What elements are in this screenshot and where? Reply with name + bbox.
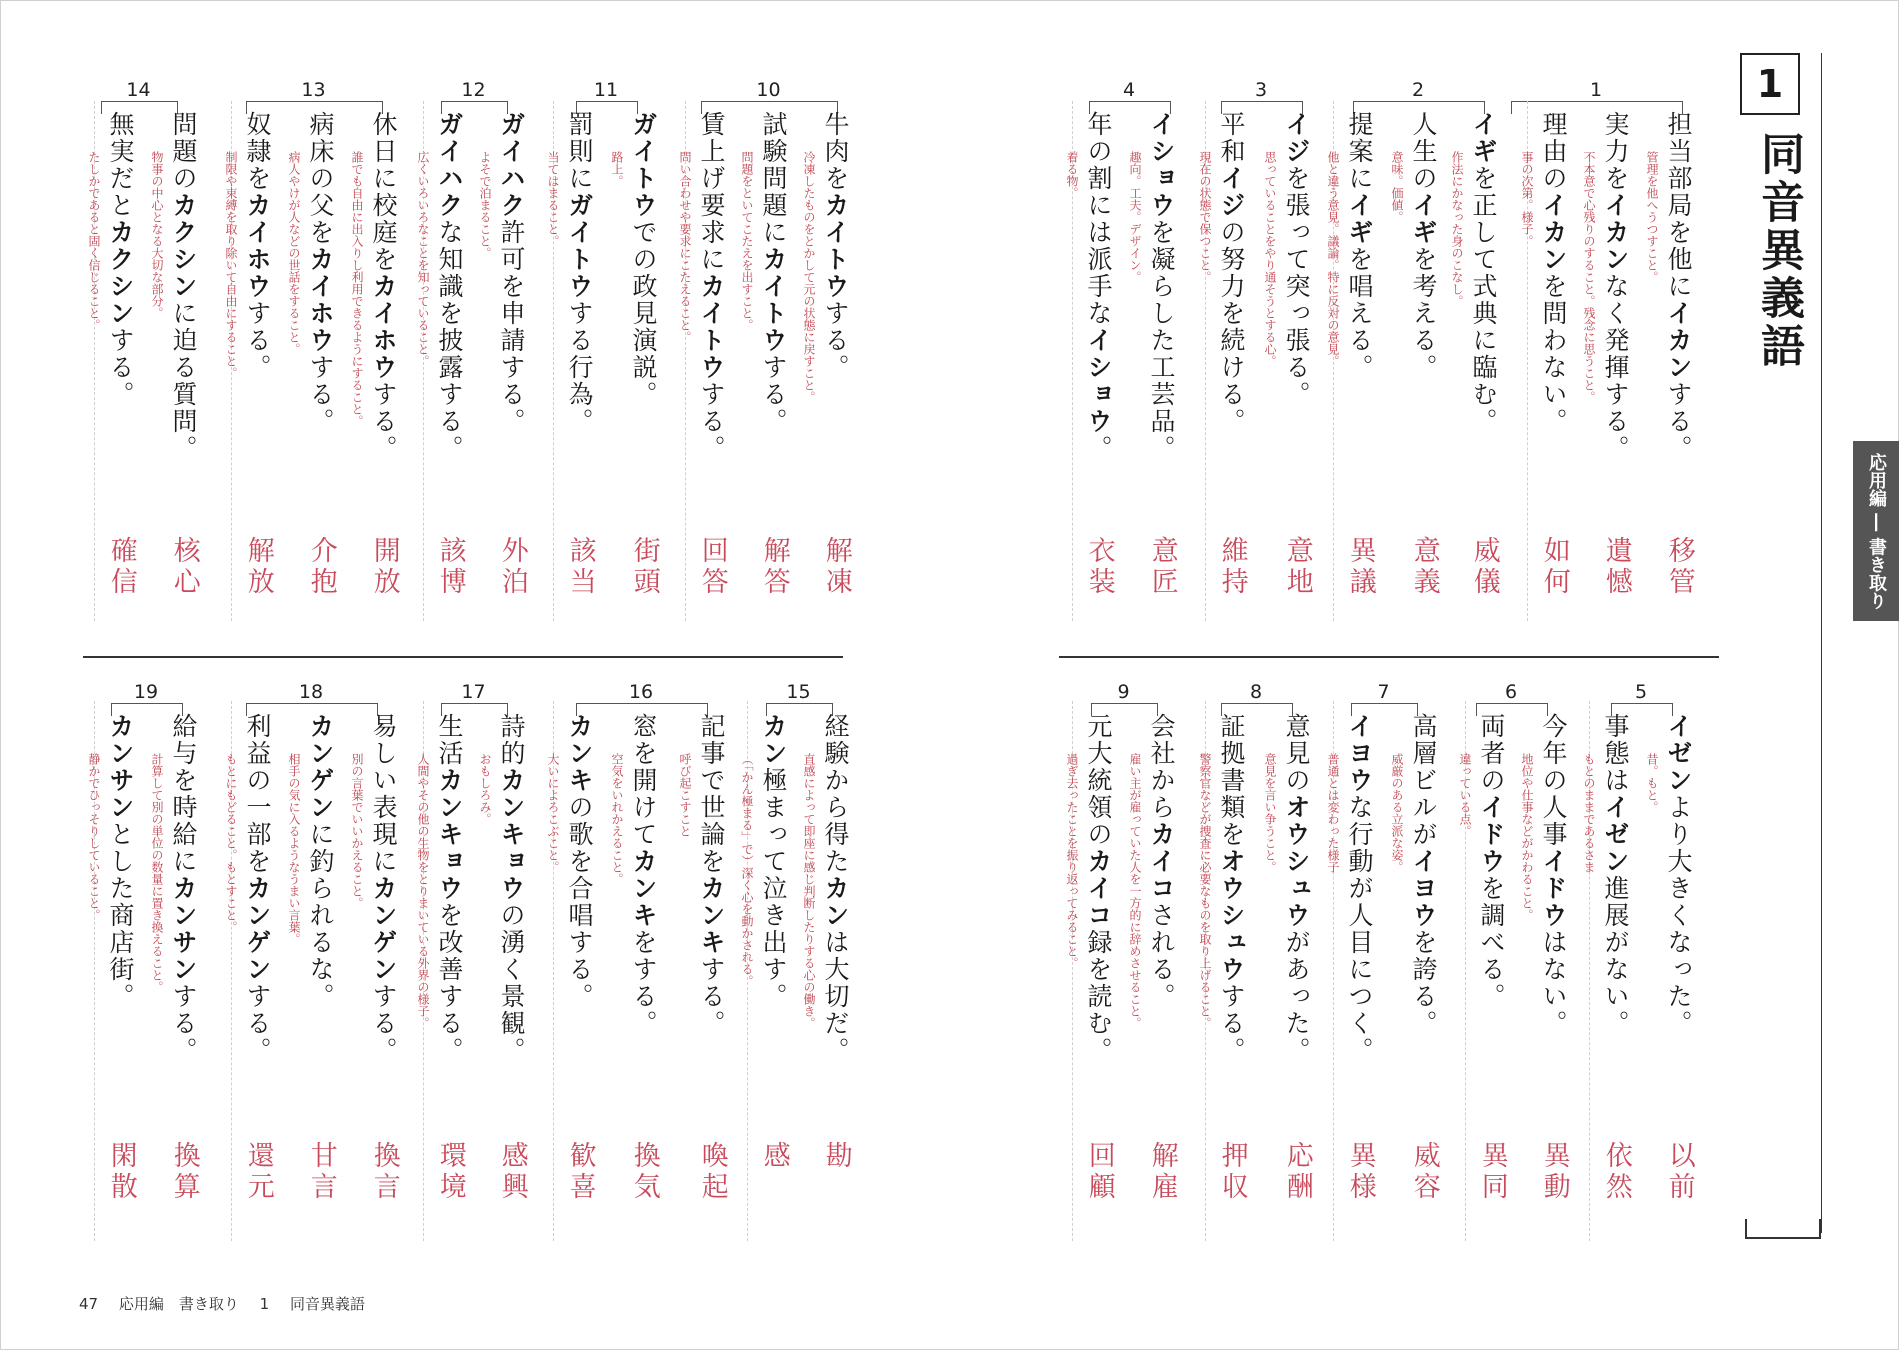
question-sentence [1284,111,1309,408]
answer-kanji: 異動 [1538,1141,1570,1203]
question-sentence [1666,713,1691,1037]
answer-kanji: 開放 [368,536,400,598]
meaning-note: 問題をといてこたえを出すこと。 [740,151,754,331]
sentence-suffix: はない。 [1539,929,1568,1037]
sentence-prefix: 元大統領の [1084,713,1113,848]
meaning-note: 思っていることをやり通そうとする心。 [1263,151,1277,367]
meaning-note: 相手の気に入るようなうまい言葉。 [287,753,301,945]
katakana-keyword: イヨウ [1409,848,1438,929]
meaning-note: もとのままであるさま [1582,753,1596,873]
group-number: 9 [1117,681,1130,703]
katakana-keyword: イドウ [1539,848,1568,929]
question-sentence [1411,111,1436,381]
answer-kanji: 換言 [368,1141,400,1203]
answer-kanji: 感 [758,1141,790,1172]
meaning-note: たしかであると固く信じること。 [87,151,101,331]
katakana-keyword: ガイトウ [565,192,594,300]
answer-kanji: 解放 [242,536,274,598]
sentence-suffix: とした商店街。 [106,821,135,1010]
katakana-keyword: イジ [1282,111,1311,165]
meaning-note: おもしろみ。 [478,753,492,825]
answer-kanji: 外泊 [496,536,528,598]
sentence-suffix: する。 [759,354,788,435]
divider-right [1059,656,1719,658]
meaning-note: 威厳のある立派な姿。 [1390,753,1404,873]
meaning-note: 病人やけが人などの世話をすること。 [287,151,301,355]
katakana-keyword: カイコ [1084,848,1113,929]
sentence-prefix: 両者の [1477,713,1506,794]
answer-kanji: 該博 [434,536,466,598]
meaning-note: 広くいろいろなことを知っていること。 [416,151,430,367]
katakana-keyword: イゼン [1664,713,1693,794]
footer-title: 同音異義語 [290,1295,366,1313]
sentence-prefix: 試験問題に [759,111,788,246]
katakana-keyword: イゼン [1601,794,1630,875]
sentence-suffix: を張って突っ張る。 [1282,165,1311,408]
meaning-note: 路上。 [610,151,624,187]
group-number: 3 [1254,79,1268,101]
question-sentence [499,713,524,1064]
katakana-keyword: カンサン [106,713,135,821]
meaning-note: 冷凍したものをとかして元の状態に戻すこと。 [802,151,816,403]
meaning-note: 意見を言い争うこと。 [1263,753,1277,873]
sentence-suffix: を凝らした工芸品。 [1147,219,1176,462]
question-sentence [761,713,786,1010]
sentence-suffix: 許可を申請する。 [497,219,526,435]
sentence-prefix: 病床の父を [306,111,335,246]
answer-kanji: 維持 [1216,536,1248,598]
divider-left [83,656,843,658]
answer-kanji: 歓喜 [564,1141,596,1203]
answer-kanji: 街頭 [628,536,660,598]
answer-kanji: 回顧 [1083,1141,1115,1203]
katakana-keyword: カンキョウ [435,767,464,902]
question-sentence [499,111,524,435]
meaning-note: 他と違う意見。議論。特に反対の意見。 [1326,151,1340,367]
answer-kanji: 還元 [242,1141,274,1203]
sentence-suffix: する。 [821,300,850,381]
group-number: 8 [1249,681,1263,703]
sentence-prefix: 理由の [1539,111,1568,192]
meaning-note: 別の言葉でいいかえること。 [350,753,364,909]
sentence-suffix: より大きくなった。 [1664,794,1693,1037]
meaning-note: 物事の中心となる大切な部分。 [150,151,164,319]
meaning-note: 制限や束縛を取り除いて自由にすること。 [224,151,238,379]
footer [79,1293,381,1314]
katakana-keyword: カイトウ [821,192,850,300]
katakana-keyword: カイコ [1147,821,1176,902]
question-sentence [308,111,333,435]
answer-kanji: 移管 [1663,536,1695,598]
answer-kanji: 如何 [1538,536,1570,598]
katakana-keyword: イギ [1409,192,1438,246]
answer-kanji: 閑散 [105,1141,137,1203]
sentence-prefix: 年の割には派手な [1084,111,1113,327]
meaning-note: 現在の状態で保つこと。 [1198,151,1212,283]
katakana-keyword: カンサン [169,875,198,983]
katakana-keyword: イカン [1601,192,1630,273]
sentence-suffix: 極まって泣き出す。 [759,767,788,1010]
sentence-suffix: する。 [169,983,198,1064]
answer-kanji: 回答 [696,536,728,598]
question-sentence [1284,713,1309,1064]
answer-kanji: 確信 [105,536,137,598]
question-sentence [1149,713,1174,1010]
sentence-suffix: は大切だ。 [821,929,850,1064]
answer-kanji: 換算 [168,1141,200,1203]
katakana-keyword: カイトウ [697,273,726,381]
sentence-suffix: 進展がない。 [1601,875,1630,1037]
meaning-note: 事の次第。様子。 [1520,151,1534,247]
sentence-suffix: する。 [306,354,335,435]
sentence-suffix: があった。 [1282,929,1311,1064]
question-sentence [1541,713,1566,1037]
group-number: 4 [1122,79,1136,101]
answer-kanji: 意地 [1281,536,1313,598]
answer-kanji: 遺憾 [1600,536,1632,598]
answer-kanji: 換気 [628,1141,660,1203]
meaning-note: 直感によって即座に感じ判断したりする心の働き。 [802,753,816,1029]
sentence-suffix: の歌を合唱する。 [565,794,594,1010]
meaning-note: 問い合わせや要求にこたえること。 [678,151,692,343]
meaning-note: 普通とは変わった様子 [1326,753,1340,873]
sentence-prefix: 牛肉を [821,111,850,192]
page-number: 47 [79,1295,99,1313]
katakana-keyword: カン [759,713,788,767]
answer-kanji: 喚起 [696,1141,728,1203]
katakana-keyword: イカン [1664,300,1693,381]
meaning-note: 誰でも自由に出入りし利用できるようにすること。 [350,151,364,427]
sentence-prefix: 詩的 [497,713,526,767]
sentence-prefix: 奴隷を [243,111,272,192]
meaning-note: 雇い主が雇っていた人を一方的に辞めさせること。 [1128,753,1142,1029]
sentence-suffix: なく発揮する。 [1601,273,1630,462]
sentence-suffix: 。 [1084,435,1113,462]
meaning-note: 人間やその他の生物をとりまいている外界の様子。 [416,753,430,1029]
meaning-note: 管理を他へうつすこと。 [1645,151,1659,283]
question-sentence [1219,111,1244,435]
answer-kanji: 介抱 [305,536,337,598]
meaning-note: 警察官などが捜査に必要なものを取り上げること。 [1198,753,1212,1029]
sentence-suffix: する。 [1217,983,1246,1064]
question-sentence [631,111,656,408]
answer-kanji: 異議 [1344,536,1376,598]
katakana-keyword: カンゲン [243,875,272,983]
meaning-note: 着る物。 [1065,151,1079,199]
katakana-keyword: イギ [1345,192,1374,246]
katakana-keyword: ガイハク [435,111,464,219]
katakana-keyword: カクシン [106,219,135,327]
katakana-keyword: カイホウ [369,273,398,381]
katakana-keyword: オウシュウ [1217,848,1246,983]
group-number: 18 [298,681,324,703]
sentence-prefix: 給与を時給に [169,713,198,875]
meaning-note: 地位や仕事などがかわること。 [1520,753,1534,921]
sentence-prefix: 易しい表現に [369,713,398,875]
sentence-suffix: する。 [106,327,135,408]
question-sentence [371,713,396,1064]
group-number: 7 [1377,681,1390,703]
meaning-note: 昔。もと。 [1645,753,1659,813]
katakana-keyword: ガイハク [497,111,526,219]
answer-kanji: 衣装 [1083,536,1115,598]
unit-number: 1 [1740,53,1800,115]
meaning-note: 呼び起こすこと [678,753,692,837]
sentence-suffix: する。 [697,381,726,462]
sentence-prefix: 罰則に [565,111,594,192]
sentence-suffix: する。 [1664,381,1693,462]
question-sentence [699,111,724,462]
meaning-note: （「かん極まる」で）深く心を動かされる。 [740,753,754,987]
sentence-suffix: 録を読む。 [1084,929,1113,1064]
group-number: 10 [756,79,781,101]
answer-kanji: 勘 [820,1141,852,1172]
group-number: 6 [1504,681,1518,703]
question-sentence [245,713,270,1064]
question-sentence [1347,111,1372,381]
sentence-suffix: する。 [697,956,726,1037]
title-rule [1821,53,1822,1233]
meaning-note: 計算して別の単位の数量に置き換えること。 [150,753,164,993]
group-number: 15 [786,681,811,703]
meaning-note: もとにもどること。もとすこと。 [224,753,238,933]
sentence-suffix: する。 [369,983,398,1064]
question-sentence [245,111,270,381]
question-sentence [823,713,848,1064]
meaning-note: よそで泊まること。 [478,151,492,259]
unit-title: 同音異義語 [1753,131,1804,371]
answer-kanji: 応酬 [1281,1141,1313,1203]
sentence-suffix: な行動が人目につく。 [1345,794,1374,1064]
katakana-keyword: カンキョウ [497,767,526,902]
answer-kanji: 以前 [1663,1141,1695,1203]
katakana-keyword: カンキ [565,713,594,794]
sentence-suffix: を改善する。 [435,902,464,1064]
answer-kanji: 意匠 [1146,536,1178,598]
sentence-prefix: 無実だと [106,111,135,219]
question-sentence [1086,111,1111,462]
meaning-note: 違っている点。 [1458,753,1472,837]
katakana-keyword: カイホウ [306,246,335,354]
answer-kanji: 威儀 [1468,536,1500,598]
group-number: 13 [301,79,326,101]
question-sentence [308,713,333,1010]
answer-kanji: 環境 [434,1141,466,1203]
question-sentence [108,111,133,408]
sentence-prefix: 担当部局を他に [1664,111,1693,300]
katakana-keyword: カンキ [629,848,658,929]
meaning-note: 不本意で心残りのすること。残念に思うこと。 [1582,151,1596,403]
answer-kanji: 依然 [1600,1141,1632,1203]
meaning-note: 当てはまること。 [546,151,560,247]
question-sentence [567,111,592,435]
answer-kanji: 解雇 [1146,1141,1178,1203]
sentence-suffix: される。 [1147,902,1176,1010]
meaning-note: 過ぎ去ったことを振り返ってみること。 [1065,753,1079,969]
answer-kanji: 核心 [168,536,200,598]
katakana-keyword: オウシュウ [1282,794,1311,929]
question-sentence [1219,713,1244,1064]
group-number: 11 [593,79,619,101]
question-sentence [437,713,462,1064]
katakana-keyword: ガイトウ [629,111,658,219]
sentence-prefix: 窓を開けて [629,713,658,848]
sentence-prefix: 賃上げ要求に [697,111,726,273]
group-number: 17 [461,681,486,703]
meaning-note: 趣向。工夫。デザイン。 [1128,151,1142,283]
sentence-suffix: する。 [243,300,272,381]
katakana-keyword: カクシン [169,192,198,300]
sentence-suffix: を唱える。 [1345,246,1374,381]
question-sentence [1411,713,1436,1037]
sentence-prefix: 利益の一部を [243,713,272,875]
sentence-prefix: 休日に校庭を [369,111,398,273]
group-number: 16 [628,681,654,703]
sentence-suffix: に釣られるな。 [306,821,335,1010]
answer-kanji: 該当 [564,536,596,598]
sentence-prefix: 生活 [435,713,464,767]
sentence-prefix: 今年の人事 [1539,713,1568,848]
question-sentence [631,713,656,1037]
question-sentence [371,111,396,462]
katakana-keyword: イギ [1469,111,1498,165]
answer-kanji: 異様 [1344,1141,1376,1203]
sentence-prefix: 事態は [1601,713,1630,794]
sentence-prefix: 意見の [1282,713,1311,794]
group-number: 12 [461,79,486,101]
sentence-suffix: する。 [369,381,398,462]
group-number: 2 [1411,79,1425,101]
question-sentence [699,713,724,1037]
katakana-keyword: イショウ [1147,111,1176,219]
sentence-suffix: に迫る質問。 [169,300,198,462]
sentence-suffix: を正して式典に臨む。 [1469,165,1498,435]
footer-num: 1 [259,1295,270,1313]
sentence-suffix: な知識を披露する。 [435,219,464,462]
katakana-keyword: カンゲン [369,875,398,983]
sentence-suffix: を誇る。 [1409,929,1438,1037]
answer-kanji: 感興 [496,1141,528,1203]
sentence-suffix: する。 [243,983,272,1064]
sentence-prefix: 記事で世論を [697,713,726,875]
group-number: 14 [126,79,151,101]
corner-mark [1745,1219,1821,1239]
footer-section: 応用編 書き取り [118,1295,239,1313]
sentence-suffix: する行為。 [565,300,594,435]
katakana-keyword: カンキ [697,875,726,956]
question-sentence [171,713,196,1064]
meaning-note: 意味。価値。 [1390,151,1404,223]
sentence-prefix: 会社から [1147,713,1176,821]
question-sentence [108,713,133,1010]
question-sentence [823,111,848,381]
answer-kanji: 甘言 [305,1141,337,1203]
katakana-keyword: イカン [1539,192,1568,273]
sentence-prefix: 経験から得た [821,713,850,875]
katakana-keyword: イショウ [1084,327,1113,435]
group-number: 19 [133,681,159,703]
question-sentence [567,713,592,1010]
answer-kanji: 威容 [1408,1141,1440,1203]
sentence-prefix: 平和 [1217,111,1246,165]
meaning-note: 静かでひっそりしていること。 [87,753,101,921]
meaning-note: 大いによろこぶこと。 [546,753,560,873]
sentence-prefix: 実力を [1601,111,1630,192]
question-sentence [1479,713,1504,1010]
answer-kanji: 押収 [1216,1141,1248,1203]
answer-kanji: 意義 [1408,536,1440,598]
question-sentence [1149,111,1174,462]
group-number: 5 [1634,681,1648,703]
sentence-prefix: 高層ビルが [1409,713,1438,848]
katakana-keyword: カイトウ [759,246,788,354]
katakana-keyword: カンゲン [306,713,335,821]
sentence-suffix: の努力を続ける。 [1217,219,1246,435]
sentence-suffix: を考える。 [1409,246,1438,381]
question-sentence [1471,111,1496,435]
sentence-suffix: での政見演説。 [629,219,658,408]
sentence-prefix: 問題の [169,111,198,192]
sentence-suffix: の湧く景観。 [497,902,526,1064]
question-sentence [171,111,196,462]
katakana-keyword: イドウ [1477,794,1506,875]
answer-kanji: 異同 [1476,1141,1508,1203]
katakana-keyword: イジ [1217,165,1246,219]
meaning-note: 作法にかなった身のこなし。 [1450,151,1464,307]
meaning-note: 空気をいれかえること。 [610,753,624,885]
sentence-suffix: を問わない。 [1539,273,1568,435]
sentence-prefix: 提案に [1345,111,1374,192]
katakana-keyword: カン [821,875,850,929]
question-sentence [1541,111,1566,435]
sentence-prefix: 人生の [1409,111,1438,192]
question-sentence [1603,713,1628,1037]
katakana-keyword: カイホウ [243,192,272,300]
answer-kanji: 解答 [758,536,790,598]
katakana-keyword: イヨウ [1345,713,1374,794]
side-tab: 応用編 ― 書き取り [1853,441,1899,621]
sentence-suffix: をする。 [629,929,658,1037]
question-sentence [1347,713,1372,1064]
question-sentence [437,111,462,462]
question-sentence [1603,111,1628,462]
group-number: 1 [1589,79,1603,101]
question-sentence [1086,713,1111,1064]
answer-kanji: 解凍 [820,536,852,598]
question-sentence [1666,111,1691,462]
question-sentence [761,111,786,435]
sentence-prefix: 証拠書類を [1217,713,1246,848]
group-bracket [1511,101,1683,114]
sentence-suffix: を調べる。 [1477,875,1506,1010]
